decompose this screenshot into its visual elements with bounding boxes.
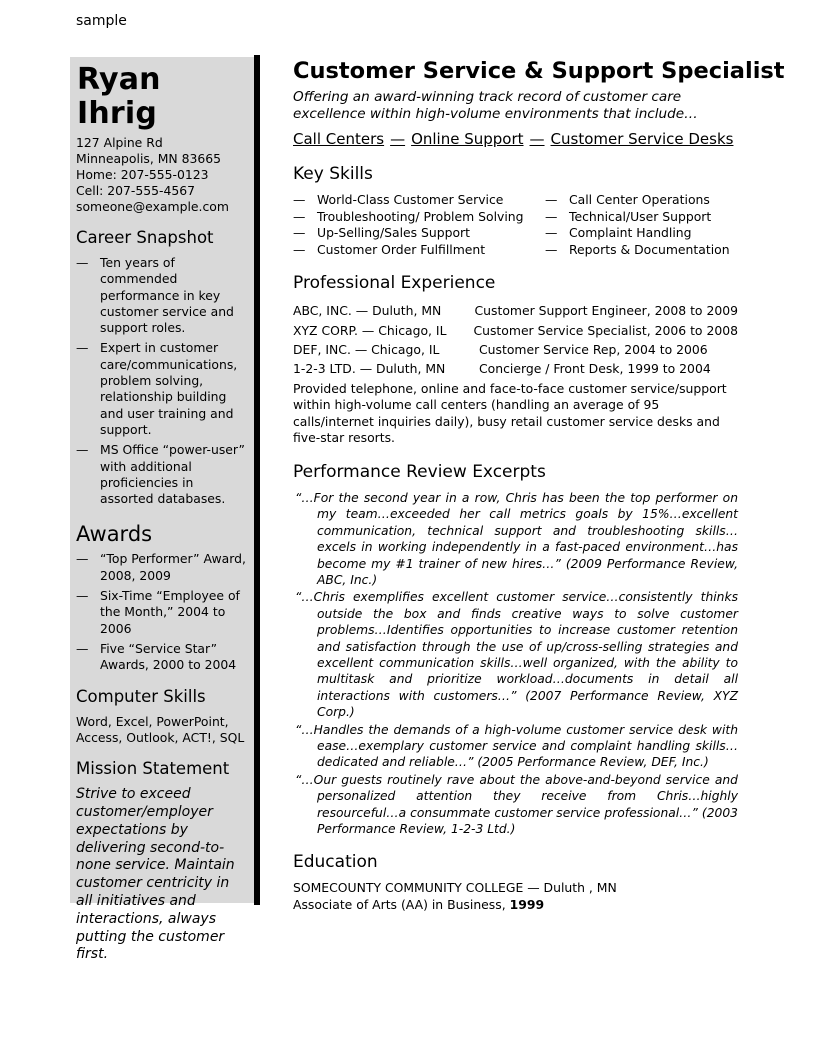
focus-areas [293, 129, 738, 149]
table-row [293, 359, 738, 378]
contact-block [76, 135, 248, 215]
email: someone@example.com [76, 199, 229, 214]
list-item: — Six-Time “Employee of the Month,” 2004 to 2006 [76, 588, 248, 637]
career-snapshot-heading: Career Snapshot [76, 228, 214, 247]
focus-area-link: Online Support [411, 130, 524, 148]
experience-summary: Provided telephone, online and face-to-face customer service/support within high-volume call centers (handling an average of 95 calls/internet inquiries daily), busy retail customer service desks and five-star resorts. [293, 380, 727, 446]
list-item: — Call Center Operations [545, 192, 730, 209]
focus-area-link: Customer Service Desks [550, 130, 734, 148]
computer-skills-heading: Computer Skills [76, 686, 206, 706]
tagline: Offering an award-winning track record of customer care excellence within high-volume environments that include… [293, 89, 698, 122]
table-row [293, 321, 738, 340]
review-quote: “…Our guests routinely rave about the above-and-beyond service and personalized attention they receive from Chris…highly resourceful…a consummate customer service professional…” (2003 Performance Review, 1-2-3 Ltd.) [295, 772, 738, 837]
company: ABC, INC. — Duluth, MN [293, 303, 442, 319]
candidate-name: Ryan Ihrig [77, 62, 161, 131]
list-item: — Up-Selling/Sales Support [293, 225, 545, 242]
company: XYZ CORP. — Chicago, IL [293, 322, 447, 338]
cell-phone: Cell: 207-555-4567 [76, 183, 196, 198]
address-line-1: 127 Alpine Rd [76, 135, 163, 150]
list-item: — MS Office “power-user” with additional proficiencies in assorted databases. [76, 442, 248, 507]
awards-list [76, 551, 248, 673]
home-phone: Home: 207-555-0123 [76, 167, 209, 182]
education-block [293, 880, 738, 913]
review-quote: “…For the second year in a row, Chris has been the top performer on my team…exceeded her call metrics goals by 15%…excellent communication, technical support and troubleshooting skills…excels in working independently in a fast-paced environment…has become my #1 trainer of new hires…” (2009 Performance Review, ABC, Inc.) [295, 490, 738, 587]
role: Customer Service Rep, 2004 to 2006 [479, 341, 708, 357]
table-row [293, 340, 738, 359]
vertical-divider [254, 55, 260, 905]
mission-heading: Mission Statement [76, 759, 230, 779]
list-item: — Ten years of commended performance in key customer service and support roles. [76, 255, 248, 336]
address-line-2: Minneapolis, MN 83665 [76, 151, 222, 166]
key-skills [293, 192, 738, 258]
main-column [293, 57, 785, 914]
list-item: — Troubleshooting/ Problem Solving [293, 209, 545, 226]
list-item: — “Top Performer” Award, 2008, 2009 [76, 551, 248, 584]
list-item: — Expert in customer care/communications, problem solving, relationship building and user training and support. [76, 340, 248, 438]
link-separator: — [529, 130, 545, 148]
experience-heading: Professional Experience [293, 273, 496, 294]
mission-text: Strive to exceed customer/employer expectations by delivering second-to-none service. Maintain customer centricity in all initiatives and interactions, always putting the customer first. [76, 786, 235, 963]
list-item: — Technical/User Support [545, 209, 730, 226]
key-skills-heading: Key Skills [293, 164, 373, 184]
list-item: — Reports & Documentation [545, 242, 730, 259]
focus-area-link: Call Centers [293, 130, 385, 148]
career-snapshot-list [76, 255, 248, 507]
link-separator: — [390, 130, 406, 148]
list-item: — Customer Order Fulfillment [293, 242, 545, 259]
degree-line [293, 897, 738, 914]
awards-heading: Awards [76, 522, 153, 547]
skills-column-1 [293, 192, 545, 258]
graduation-year: 1999 [509, 897, 545, 913]
resume-title: Customer Service & Support Specialist [293, 58, 785, 84]
role: Customer Service Specialist, 2006 to 2008 [473, 322, 738, 338]
company: DEF, INC. — Chicago, IL [293, 341, 440, 357]
table-row [293, 301, 738, 320]
watermark-text: sample [76, 13, 127, 29]
review-quote: “…Handles the demands of a high-volume customer service desk with ease…exemplary customer service and complaint handling skills…dedicated and reliable…” (2005 Performance Review, DEF, Inc.) [295, 722, 738, 770]
list-item: — Five “Service Star” Awards, 2000 to 2004 [76, 641, 248, 674]
education-heading: Education [293, 852, 378, 873]
role: Concierge / Front Desk, 1999 to 2004 [479, 361, 711, 377]
experience-table [293, 301, 738, 378]
review-quote: “…Chris exemplifies excellent customer service…consistently thinks outside the box and finds creative ways to solve customer problems…Identifies opportunities to increase customer retention and satisfaction through the use of up/cross-selling strategies and excellent communication skills…well organized, with the ability to multitask and prioritize workload…documents in detail all interactions with customers…” (2007 Performance Review, XYZ Corp.) [295, 590, 738, 720]
computer-skills-text: Word, Excel, PowerPoint, Access, Outlook, ACT!, SQL [76, 713, 245, 745]
sidebar [70, 57, 254, 963]
school: SOMECOUNTY COMMUNITY COLLEGE — Duluth , MN [293, 880, 617, 896]
list-item: — World-Class Customer Service [293, 192, 545, 209]
role: Customer Support Engineer, 2008 to 2009 [474, 303, 738, 319]
skills-column-2 [545, 192, 730, 258]
list-item: — Complaint Handling [545, 225, 730, 242]
company: 1-2-3 LTD. — Duluth, MN [293, 361, 446, 377]
degree: Associate of Arts (AA) in Business, [293, 897, 510, 913]
reviews-heading: Performance Review Excerpts [293, 461, 546, 482]
